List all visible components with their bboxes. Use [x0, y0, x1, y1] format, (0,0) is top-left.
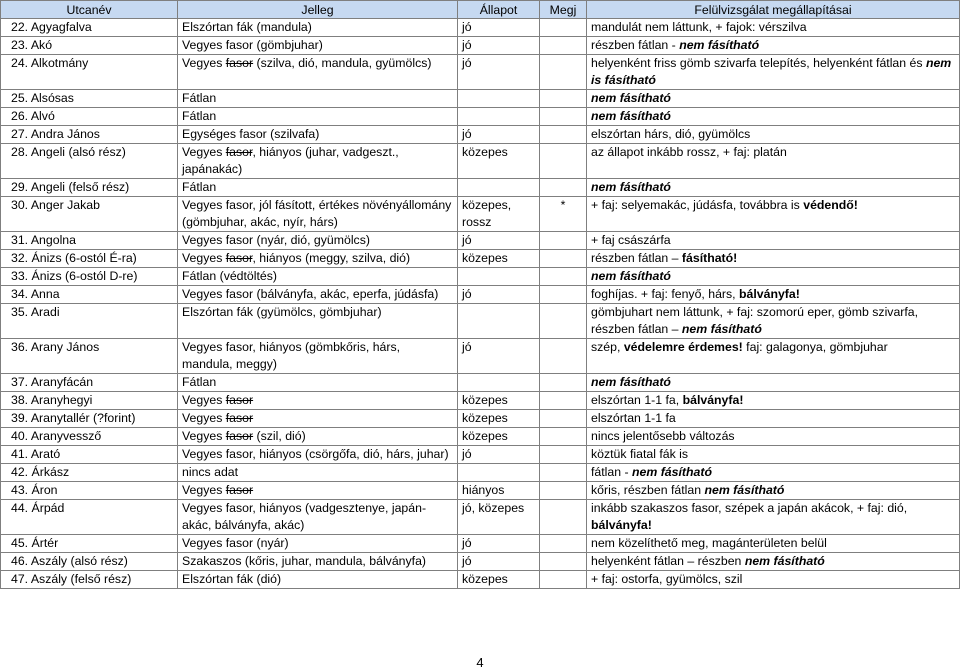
- note-cell: [540, 179, 587, 197]
- state-cell: [458, 179, 540, 197]
- text-run: nem fásítható: [591, 180, 671, 194]
- review-cell: [587, 428, 960, 446]
- text-run: fasor: [225, 393, 254, 407]
- note-cell: [540, 374, 587, 392]
- table-row: [1, 268, 960, 286]
- review-cell: [587, 144, 960, 179]
- row-number: 41.: [11, 447, 29, 461]
- note-cell: [540, 55, 587, 90]
- row-number: 22.: [11, 20, 29, 34]
- text-run: Vegyes: [182, 393, 226, 407]
- state-cell: közepes: [458, 571, 540, 589]
- text-run: fasor: [225, 56, 254, 70]
- street-name: Ártér: [31, 536, 59, 550]
- note-cell: [540, 304, 587, 339]
- row-number: 37.: [11, 375, 29, 389]
- type-cell: [178, 286, 458, 304]
- note-cell: [540, 19, 587, 37]
- state-cell: jó: [458, 37, 540, 55]
- text-run: Vegyes fasor, hiányos (csörgőfa, dió, hárs, juhar): [182, 447, 449, 461]
- street-cell: [1, 392, 178, 410]
- table-row: [1, 571, 960, 589]
- review-cell: [587, 535, 960, 553]
- row-number: 27.: [11, 127, 29, 141]
- text-run: Elszórtan fák (gyümölcs, gömbjuhar): [182, 305, 382, 319]
- text-run: nem fásítható: [591, 269, 671, 283]
- text-run: nem közelíthető meg, magánterületen belül: [591, 536, 827, 550]
- row-number: 42.: [11, 465, 29, 479]
- street-name: Arató: [30, 447, 61, 461]
- text-run: bálványfa!: [682, 393, 744, 407]
- type-cell: [178, 571, 458, 589]
- review-cell: [587, 232, 960, 250]
- table-row: [1, 535, 960, 553]
- text-run: fátlan -: [591, 465, 633, 479]
- table-row: [1, 126, 960, 144]
- text-run: védendő!: [803, 198, 858, 212]
- text-run: Vegyes: [182, 411, 226, 425]
- street-cell: [1, 410, 178, 428]
- text-run: részben fátlan –: [591, 251, 682, 265]
- street-name: Ánizs (6-ostól D-re): [31, 269, 138, 283]
- street-cell: [1, 19, 178, 37]
- review-cell: [587, 90, 960, 108]
- table-row: [1, 55, 960, 90]
- text-run: Vegyes: [182, 145, 226, 159]
- text-run: Vegyes fasor, jól fásított, értékes növényállomány (gömbjuhar, akác, nyír, hárs): [182, 198, 452, 229]
- note-cell: [540, 37, 587, 55]
- text-run: gömbjuhart nem láttunk, + faj: szomorú eper, gömb szivarfa, részben fátlan –: [591, 305, 919, 336]
- text-run: Fátlan: [182, 180, 217, 194]
- table-row: [1, 90, 960, 108]
- table-row: [1, 232, 960, 250]
- street-cell: [1, 232, 178, 250]
- review-cell: [587, 571, 960, 589]
- review-cell: [587, 197, 960, 232]
- text-run: Vegyes: [182, 429, 226, 443]
- state-cell: jó: [458, 19, 540, 37]
- state-cell: jó: [458, 553, 540, 571]
- table-row: [1, 250, 960, 268]
- review-cell: [587, 250, 960, 268]
- type-cell: [178, 197, 458, 232]
- row-number: 25.: [11, 91, 29, 105]
- text-run: mandulát nem láttunk, + fajok: vérszilva: [591, 20, 807, 34]
- street-name: Alvó: [30, 109, 55, 123]
- row-number: 36.: [11, 340, 29, 354]
- street-name: Aszály (felső rész): [30, 572, 132, 586]
- row-number: 30.: [11, 198, 29, 212]
- review-cell: [587, 286, 960, 304]
- table-row: [1, 286, 960, 304]
- type-cell: [178, 232, 458, 250]
- text-run: bálványfa!: [591, 518, 652, 532]
- review-cell: [587, 553, 960, 571]
- text-run: Vegyes: [182, 251, 226, 265]
- type-cell: [178, 446, 458, 464]
- note-cell: [540, 250, 587, 268]
- review-cell: [587, 37, 960, 55]
- state-cell: jó, közepes: [458, 500, 540, 535]
- state-cell: jó: [458, 446, 540, 464]
- state-cell: jó: [458, 339, 540, 374]
- type-cell: [178, 250, 458, 268]
- row-number: 28.: [11, 145, 29, 159]
- state-cell: közepes: [458, 250, 540, 268]
- street-name: Agyagfalva: [30, 20, 92, 34]
- street-cell: [1, 197, 178, 232]
- note-cell: [540, 482, 587, 500]
- page-number: 4: [476, 655, 484, 670]
- text-run: Vegyes fasor (nyár): [182, 536, 289, 550]
- table-row: [1, 500, 960, 535]
- street-cell: [1, 126, 178, 144]
- text-run: Szakaszos (kőris, juhar, mandula, bálványfa): [182, 554, 427, 568]
- street-name: Árkász: [31, 465, 70, 479]
- text-run: nem fásítható: [681, 322, 762, 336]
- text-run: + faj: selyemakác, júdásfa, továbbra is: [591, 198, 804, 212]
- text-run: Fátlan (védtöltés): [182, 269, 278, 283]
- col-header-street: Utcanév: [1, 1, 178, 19]
- text-run: Egységes fasor (szilvafa): [182, 127, 320, 141]
- type-cell: [178, 535, 458, 553]
- street-name: Angeli (alsó rész): [30, 145, 126, 159]
- type-cell: [178, 126, 458, 144]
- text-run: nem fásítható: [591, 375, 671, 389]
- review-cell: [587, 268, 960, 286]
- note-cell: [540, 553, 587, 571]
- street-cell: [1, 55, 178, 90]
- row-number: 40.: [11, 429, 29, 443]
- street-cell: [1, 179, 178, 197]
- text-run: fasor: [225, 251, 253, 265]
- text-run: Elszórtan fák (dió): [182, 572, 282, 586]
- type-cell: [178, 553, 458, 571]
- text-run: + faj császárfa: [591, 233, 671, 247]
- text-run: nem fásítható: [679, 38, 760, 52]
- note-cell: [540, 535, 587, 553]
- table-row: [1, 374, 960, 392]
- table-row: [1, 37, 960, 55]
- text-run: Elszórtan fák (mandula): [182, 20, 312, 34]
- review-cell: [587, 304, 960, 339]
- state-cell: közepes, rossz: [458, 197, 540, 232]
- note-cell: [540, 410, 587, 428]
- note-cell: [540, 90, 587, 108]
- type-cell: [178, 339, 458, 374]
- type-cell: [178, 464, 458, 482]
- state-cell: jó: [458, 55, 540, 90]
- text-run: Vegyes fasor, hiányos (gömbkőris, hárs, mandula, meggy): [182, 340, 401, 371]
- text-run: + faj: ostorfa, gyümölcs, szil: [591, 572, 743, 586]
- text-run: fasor: [225, 429, 254, 443]
- review-cell: [587, 108, 960, 126]
- text-run: (szilva, dió, mandula, gyümölcs): [253, 56, 432, 70]
- table-row: [1, 108, 960, 126]
- text-run: Fátlan: [182, 375, 217, 389]
- street-cell: [1, 553, 178, 571]
- text-run: fásítható!: [681, 251, 738, 265]
- text-run: részben fátlan -: [591, 38, 680, 52]
- row-number: 46.: [11, 554, 29, 568]
- review-cell: [587, 500, 960, 535]
- street-name: Andra János: [30, 127, 100, 141]
- street-cell: [1, 535, 178, 553]
- type-cell: [178, 108, 458, 126]
- text-run: bálványfa!: [739, 287, 800, 301]
- street-cell: [1, 482, 178, 500]
- text-run: védelemre érdemes!: [623, 340, 743, 354]
- text-run: Vegyes fasor (nyár, dió, gyümölcs): [182, 233, 370, 247]
- text-run: nem fásítható: [591, 91, 671, 105]
- street-cell: [1, 446, 178, 464]
- street-cell: [1, 108, 178, 126]
- text-run: nem fásítható: [704, 483, 785, 497]
- row-number: 24.: [11, 56, 29, 70]
- note-cell: [540, 339, 587, 374]
- type-cell: [178, 428, 458, 446]
- street-cell: [1, 268, 178, 286]
- table-row: [1, 446, 960, 464]
- table-row: [1, 144, 960, 179]
- table-header-row: [1, 1, 960, 19]
- note-cell: [540, 286, 587, 304]
- table-row: [1, 410, 960, 428]
- state-cell: közepes: [458, 144, 540, 179]
- note-cell: [540, 108, 587, 126]
- row-number: 26.: [11, 109, 29, 123]
- type-cell: [178, 304, 458, 339]
- review-cell: [587, 179, 960, 197]
- street-name: Aranytallér (?forint): [30, 411, 136, 425]
- state-cell: [458, 108, 540, 126]
- street-cell: [1, 90, 178, 108]
- text-run: szép,: [591, 340, 624, 354]
- type-cell: [178, 410, 458, 428]
- street-cell: [1, 428, 178, 446]
- row-number: 33.: [11, 269, 29, 283]
- table-row: [1, 304, 960, 339]
- text-run: nincs jelentősebb változás: [591, 429, 735, 443]
- text-run: az állapot inkább rossz, + faj: platán: [591, 145, 787, 159]
- text-run: kőris, részben fátlan: [591, 483, 705, 497]
- text-run: fasor: [225, 411, 254, 425]
- street-cell: [1, 571, 178, 589]
- note-cell: [540, 464, 587, 482]
- text-run: köztük fiatal fák is: [591, 447, 689, 461]
- street-name: Árpád: [31, 501, 65, 515]
- text-run: elszórtan 1-1 fa: [591, 411, 676, 425]
- row-number: 38.: [11, 393, 29, 407]
- state-cell: [458, 464, 540, 482]
- note-cell: [540, 446, 587, 464]
- state-cell: [458, 90, 540, 108]
- text-run: helyenként friss gömb szivarfa telepítés, helyenként fátlan és: [591, 56, 926, 70]
- text-run: helyenként fátlan – részben: [591, 554, 745, 568]
- col-header-note: Megj: [540, 1, 587, 19]
- text-run: elszórtan hárs, dió, gyümölcs: [591, 127, 751, 141]
- state-cell: közepes: [458, 410, 540, 428]
- review-cell: [587, 410, 960, 428]
- street-name: Áron: [31, 483, 58, 497]
- type-cell: [178, 55, 458, 90]
- note-cell: *: [540, 197, 587, 232]
- street-name: Ánizs (6-ostól É-ra): [31, 251, 137, 265]
- street-name: Arany János: [30, 340, 100, 354]
- row-number: 29.: [11, 180, 29, 194]
- row-number: 32.: [11, 251, 29, 265]
- row-number: 45.: [11, 536, 29, 550]
- table-row: [1, 179, 960, 197]
- review-cell: [587, 339, 960, 374]
- row-number: 34.: [11, 287, 29, 301]
- street-name: Alkotmány: [30, 56, 89, 70]
- row-number: 47.: [11, 572, 29, 586]
- street-cell: [1, 464, 178, 482]
- type-cell: [178, 374, 458, 392]
- street-cell: [1, 144, 178, 179]
- review-cell: [587, 374, 960, 392]
- type-cell: [178, 179, 458, 197]
- table-row: [1, 197, 960, 232]
- note-cell: [540, 126, 587, 144]
- state-cell: [458, 304, 540, 339]
- text-run: fasor: [225, 145, 253, 159]
- state-cell: közepes: [458, 428, 540, 446]
- type-cell: [178, 37, 458, 55]
- note-cell: [540, 500, 587, 535]
- note-cell: [540, 571, 587, 589]
- table-row: [1, 553, 960, 571]
- street-name: Anna: [30, 287, 60, 301]
- text-run: , hiányos (juhar, vadgeszt., japánakác): [182, 145, 399, 176]
- review-cell: [587, 392, 960, 410]
- street-cell: [1, 374, 178, 392]
- note-cell: [540, 268, 587, 286]
- street-name: Angolna: [30, 233, 76, 247]
- text-run: Vegyes fasor (gömbjuhar): [182, 38, 323, 52]
- text-run: nincs adat: [182, 465, 239, 479]
- row-number: 31.: [11, 233, 29, 247]
- text-run: , hiányos (meggy, szilva, dió): [252, 251, 411, 265]
- state-cell: hiányos: [458, 482, 540, 500]
- text-run: faj: galagonya, gömbjuhar: [742, 340, 888, 354]
- street-name: Angeli (felső rész): [30, 180, 130, 194]
- review-cell: [587, 464, 960, 482]
- text-run: Fátlan: [182, 91, 217, 105]
- text-run: Vegyes fasor (bálványfa, akác, eperfa, júdásfa): [182, 287, 439, 301]
- row-number: 35.: [11, 305, 29, 319]
- table-row: [1, 428, 960, 446]
- street-name: Aranyvessző: [30, 429, 102, 443]
- state-cell: jó: [458, 535, 540, 553]
- text-run: nem fásítható: [744, 554, 825, 568]
- table-row: [1, 392, 960, 410]
- note-cell: [540, 392, 587, 410]
- row-number: 43.: [11, 483, 29, 497]
- table-body: [1, 19, 960, 589]
- street-name: Aradi: [30, 305, 60, 319]
- row-number: 23.: [11, 38, 29, 52]
- row-number: 39.: [11, 411, 29, 425]
- state-cell: jó: [458, 126, 540, 144]
- street-name: Aszály (alsó rész): [30, 554, 128, 568]
- text-run: inkább szakaszos fasor, szépek a japán akácok, + faj: dió,: [591, 501, 908, 515]
- text-run: nem is fásítható: [591, 56, 952, 87]
- row-number: 44.: [11, 501, 29, 515]
- street-cell: [1, 304, 178, 339]
- state-cell: jó: [458, 232, 540, 250]
- state-cell: jó: [458, 286, 540, 304]
- table-row: [1, 464, 960, 482]
- col-header-state: Állapot: [458, 1, 540, 19]
- col-header-review: Felülvizsgálat megállapításai: [587, 1, 960, 19]
- text-run: Vegyes: [182, 483, 226, 497]
- street-cell: [1, 250, 178, 268]
- street-cell: [1, 286, 178, 304]
- text-run: nem fásítható: [632, 465, 712, 479]
- type-cell: [178, 482, 458, 500]
- note-cell: [540, 144, 587, 179]
- type-cell: [178, 90, 458, 108]
- review-cell: [587, 55, 960, 90]
- review-cell: [587, 482, 960, 500]
- street-cell: [1, 339, 178, 374]
- text-run: fasor: [225, 483, 254, 497]
- text-run: (szil, dió): [253, 429, 306, 443]
- text-run: Vegyes fasor, hiányos (vadgesztenye, japán-akác, bálványfa, akác): [182, 501, 427, 532]
- note-cell: [540, 232, 587, 250]
- text-run: Fátlan: [182, 109, 217, 123]
- text-run: elszórtan 1-1 fa,: [591, 393, 683, 407]
- type-cell: [178, 19, 458, 37]
- type-cell: [178, 144, 458, 179]
- text-run: Vegyes: [182, 56, 226, 70]
- street-name: Aranyfácán: [30, 375, 94, 389]
- state-cell: [458, 374, 540, 392]
- review-cell: [587, 446, 960, 464]
- col-header-type: Jelleg: [178, 1, 458, 19]
- street-cell: [1, 500, 178, 535]
- table-row: [1, 19, 960, 37]
- text-run: foghíjas. + faj: fenyő, hárs,: [591, 287, 739, 301]
- state-cell: [458, 268, 540, 286]
- note-cell: [540, 428, 587, 446]
- table-row: [1, 482, 960, 500]
- review-cell: [587, 19, 960, 37]
- review-cell: [587, 126, 960, 144]
- street-name: Anger Jakab: [30, 198, 100, 212]
- type-cell: [178, 268, 458, 286]
- text-run: nem fásítható: [591, 109, 671, 123]
- table-row: [1, 339, 960, 374]
- state-cell: közepes: [458, 392, 540, 410]
- type-cell: [178, 392, 458, 410]
- street-name: Akó: [30, 38, 53, 52]
- street-name: Aranyhegyi: [30, 393, 93, 407]
- street-cell: [1, 37, 178, 55]
- street-name: Alsósas: [30, 91, 74, 105]
- type-cell: [178, 500, 458, 535]
